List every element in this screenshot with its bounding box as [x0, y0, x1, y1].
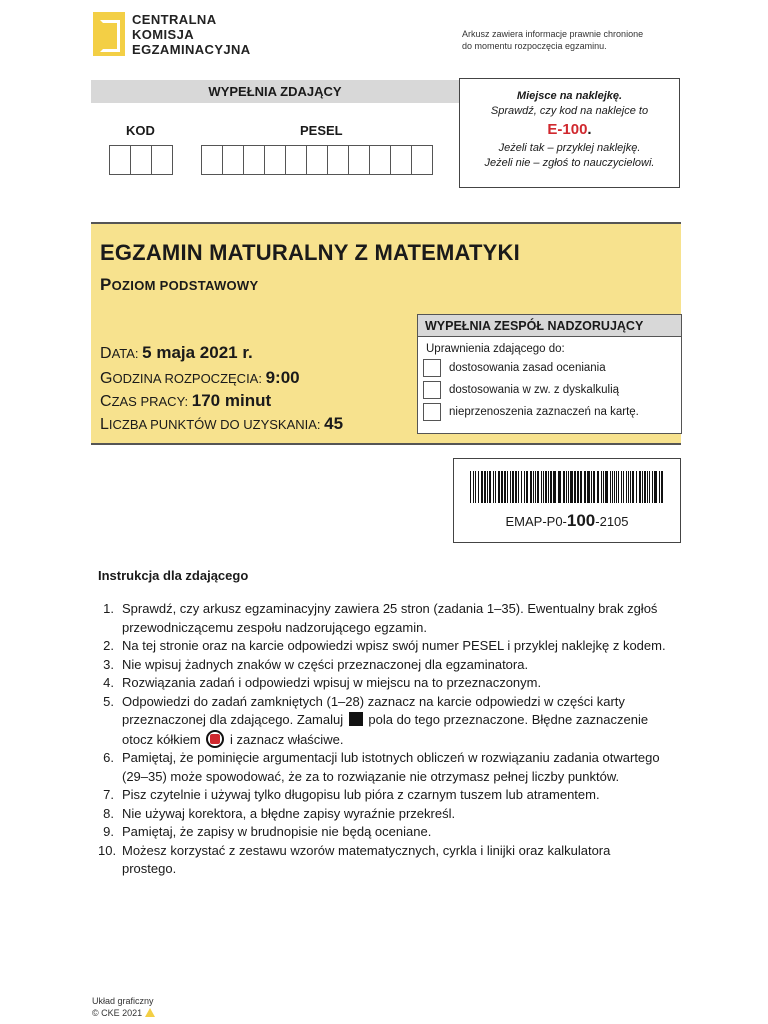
exam-start-value: 9:00	[265, 368, 300, 387]
exam-date: DATA: 5 maja 2021 r.	[100, 343, 253, 362]
pesel-digit-box[interactable]	[348, 145, 370, 175]
barcode-bar	[558, 471, 561, 503]
accommodation-option[interactable]	[418, 403, 681, 421]
barcode-bar	[537, 471, 539, 503]
pesel-digit-box[interactable]	[306, 145, 328, 175]
barcode-bar	[475, 471, 476, 503]
kod-digit-box[interactable]	[109, 145, 131, 175]
exam-duration: CZAS PRACY: 170 minut	[100, 391, 272, 410]
pesel-digit-box[interactable]	[369, 145, 391, 175]
protected-note-line-2: do momentu rozpoczęcia egzaminu.	[462, 41, 607, 51]
barcode-bar	[526, 471, 528, 503]
barcode-bar	[642, 471, 643, 503]
cke-logo	[93, 12, 251, 57]
barcode-bar	[498, 471, 500, 503]
instructions-list	[98, 600, 668, 879]
barcode-bar	[577, 471, 579, 503]
protected-note-line-1: Arkusz zawiera informacje prawnie chronione	[462, 29, 644, 39]
fill-header: WYPEŁNIA ZDAJĄCY	[91, 80, 459, 103]
circled-square-icon	[206, 730, 224, 748]
barcode-bar	[553, 471, 556, 503]
barcode-bar	[591, 471, 592, 503]
barcode-bar	[614, 471, 615, 503]
barcode-bar	[545, 471, 547, 503]
barcode-bar	[605, 471, 608, 503]
sticker-code: E-100	[547, 121, 588, 138]
exam-date-value: 5 maja 2021 r.	[142, 343, 253, 362]
barcode-bar	[649, 471, 650, 503]
sticker-if-yes: Jeżeli tak – przyklej naklejkę.	[498, 142, 641, 154]
barcode-bar	[521, 471, 522, 503]
barcode-bar	[661, 471, 663, 503]
supervisor-subtitle: Uprawnienia zdającego do:	[426, 343, 565, 355]
barcode-bar	[566, 471, 567, 503]
barcode-bar	[507, 471, 508, 503]
logo-line-3: EGZAMINACYJNA	[132, 42, 251, 57]
protected-note	[462, 28, 643, 52]
barcode-bar	[470, 471, 471, 503]
barcode-text: EMAP-P0-100-2105	[505, 511, 629, 530]
barcode-bar	[584, 471, 586, 503]
pesel-digit-box[interactable]	[243, 145, 265, 175]
barcode-bar	[478, 471, 479, 503]
barcode-bar	[570, 471, 573, 503]
pesel-input-boxes[interactable]	[201, 145, 432, 175]
logo-line-1: CENTRALNA	[132, 12, 217, 27]
barcode-bar	[524, 471, 525, 503]
pesel-digit-box[interactable]	[390, 145, 412, 175]
kod-input-boxes[interactable]	[109, 145, 172, 175]
barcode-bar	[612, 471, 613, 503]
cke-triangle-icon	[145, 1008, 155, 1017]
accommodation-checkbox[interactable]	[423, 381, 441, 399]
barcode-bar	[548, 471, 549, 503]
sticker-code-line	[460, 119, 679, 141]
supervisor-panel	[417, 314, 682, 434]
barcode-bar	[593, 471, 595, 503]
exam-level: POZIOM PODSTAWOWY	[100, 275, 259, 294]
instruction-item: 6. Pamiętaj, że pominięcie argumentacji lub istotnych obliczeń w rozwiązaniu zadania otwartego (29–35) może spowodować, że za to rozwiązanie nie otrzymasz pełnej liczby punktów.	[103, 750, 660, 784]
instruction-item: 1. Sprawdź, czy arkusz egzaminacyjny zawiera 25 stron (zadania 1–35). Ewentualny brak zgłoś przewodniczącemu zespołu nadzorującego egzamin.	[103, 601, 658, 635]
sticker-check: Sprawdź, czy kod na naklejce to	[490, 105, 649, 117]
barcode-bar	[630, 471, 631, 503]
sticker-title: Miejsce na naklejkę.	[516, 90, 623, 102]
sticker-if-no: Jeżeli nie – zgłoś to nauczycielowi.	[484, 157, 655, 169]
instruction-item: 9. Pamiętaj, że zapisy w brudnopisie nie będą oceniane.	[103, 824, 432, 839]
barcode-bar	[484, 471, 486, 503]
exam-info-block	[91, 222, 681, 445]
instruction-item: 5. Odpowiedzi do zadań zamkniętych (1–28) zaznacz na karcie odpowiedzi w części karty przeznaczonej dla zdającego. Zamaluj pola do tego przeznaczone. Błędne zaznaczenie otocz kółkiem i zaznacz właściwe.	[103, 693, 649, 747]
barcode-bar	[495, 471, 496, 503]
barcode-bar	[541, 471, 542, 503]
cke-logo-text	[132, 12, 251, 57]
barcode-bar	[510, 471, 511, 503]
barcode-bar	[487, 471, 488, 503]
barcode-bar	[535, 471, 536, 503]
instruction-item: 10. Możesz korzystać z zestawu wzorów matematycznych, cyrkla i linijki oraz kalkulatora prostego.	[98, 842, 611, 876]
exam-points: LICZBA PUNKTÓW DO UZYSKANIA: 45	[100, 414, 344, 433]
barcode-bar	[550, 471, 552, 503]
barcode-bar	[639, 471, 641, 503]
accommodation-option[interactable]	[418, 381, 681, 399]
accommodation-label: dostosowania w zw. z dyskalkulią	[449, 384, 620, 396]
barcode-bar	[473, 471, 474, 503]
pesel-digit-box[interactable]	[264, 145, 286, 175]
instructions-title: Instrukcja dla zdającego	[98, 568, 249, 583]
barcode-bar	[616, 471, 617, 503]
accommodation-checkbox[interactable]	[423, 359, 441, 377]
barcode-bar	[543, 471, 544, 503]
barcode-bar	[481, 471, 483, 503]
supervisor-header: WYPEŁNIA ZESPÓŁ NADZORUJĄCY	[418, 315, 681, 337]
barcode-bar	[515, 471, 517, 503]
barcode-bar	[644, 471, 646, 503]
exam-title: EGZAMIN MATURALNY Z MATEMATYKI	[100, 240, 520, 265]
logo-line-2: KOMISJA	[132, 27, 195, 42]
barcode-bar	[504, 471, 506, 503]
barcode-bar	[601, 471, 602, 503]
barcode-bar	[647, 471, 648, 503]
barcode-box	[453, 458, 681, 543]
instruction-item: 2. Na tej stronie oraz na karcie odpowiedzi wpisz swój numer PESEL i przyklej naklejkę z kodem.	[103, 638, 666, 653]
barcode-bar	[493, 471, 494, 503]
barcode-bar	[636, 471, 637, 503]
barcode-bar	[623, 471, 624, 503]
barcode-bar	[501, 471, 503, 503]
barcode-bar	[563, 471, 565, 503]
accommodation-label: dostosowania zasad oceniania	[449, 362, 606, 374]
barcode-bar	[533, 471, 534, 503]
accommodation-checkbox[interactable]	[423, 403, 441, 421]
barcode-bar	[512, 471, 514, 503]
instruction-item: 4. Rozwiązania zadań i odpowiedzi wpisuj w miejscu na to przeznaczonym.	[103, 675, 542, 690]
pesel-digit-box[interactable]	[411, 145, 433, 175]
barcode-bar	[574, 471, 576, 503]
barcode-bar	[626, 471, 627, 503]
barcode-bar	[518, 471, 519, 503]
barcode-bar	[580, 471, 582, 503]
barcode-code: 100	[566, 511, 596, 530]
pesel-label: PESEL	[300, 123, 343, 138]
barcode-bar	[610, 471, 611, 503]
barcode-bar	[603, 471, 604, 503]
kod-digit-box[interactable]	[151, 145, 173, 175]
pesel-digit-box[interactable]	[327, 145, 349, 175]
filled-square-icon	[349, 712, 363, 726]
barcode-bar	[652, 471, 653, 503]
barcode-bar	[587, 471, 590, 503]
footer	[92, 995, 155, 1019]
barcode-bar	[530, 471, 532, 503]
exam-points-value: 45	[324, 414, 344, 433]
instruction-item: 3. Nie wpisuj żadnych znaków w części przeznaczonej dla egzaminatora.	[103, 656, 529, 672]
accommodation-option[interactable]	[418, 359, 681, 377]
pesel-digit-box[interactable]	[201, 145, 223, 175]
sticker-code-dot: .	[587, 121, 592, 138]
barcode-bar	[568, 471, 569, 503]
barcode-bar	[632, 471, 634, 503]
instruction-item: 7. Pisz czytelnie i używaj tylko długopisu lub pióra z czarnym tuszem lub atramentem.	[103, 787, 600, 802]
barcode-bar	[654, 471, 657, 503]
barcode-bar	[628, 471, 629, 503]
sticker-area[interactable]	[459, 78, 680, 188]
footer-line-1: Układ graficzny	[92, 996, 154, 1006]
pesel-digit-box[interactable]	[222, 145, 244, 175]
barcode-image	[470, 471, 664, 503]
barcode-bar	[659, 471, 660, 503]
kod-label: KOD	[126, 123, 155, 138]
accommodation-label: nieprzenoszenia zaznaczeń na kartę.	[449, 406, 639, 418]
exam-start: GODZINA ROZPOCZĘCIA: 9:00	[100, 368, 300, 387]
footer-line-2: © CKE 2021	[92, 1007, 155, 1019]
exam-duration-value: 170 minut	[191, 391, 272, 410]
instruction-item: 8. Nie używaj korektora, a błędne zapisy wyraźnie przekreśl.	[103, 805, 456, 821]
pesel-digit-box[interactable]	[285, 145, 307, 175]
barcode-bar	[489, 471, 491, 503]
kod-digit-box[interactable]	[130, 145, 152, 175]
barcode-bar	[618, 471, 619, 503]
barcode-bar	[597, 471, 599, 503]
barcode-bar	[621, 471, 622, 503]
cke-logo-mark	[93, 12, 125, 56]
